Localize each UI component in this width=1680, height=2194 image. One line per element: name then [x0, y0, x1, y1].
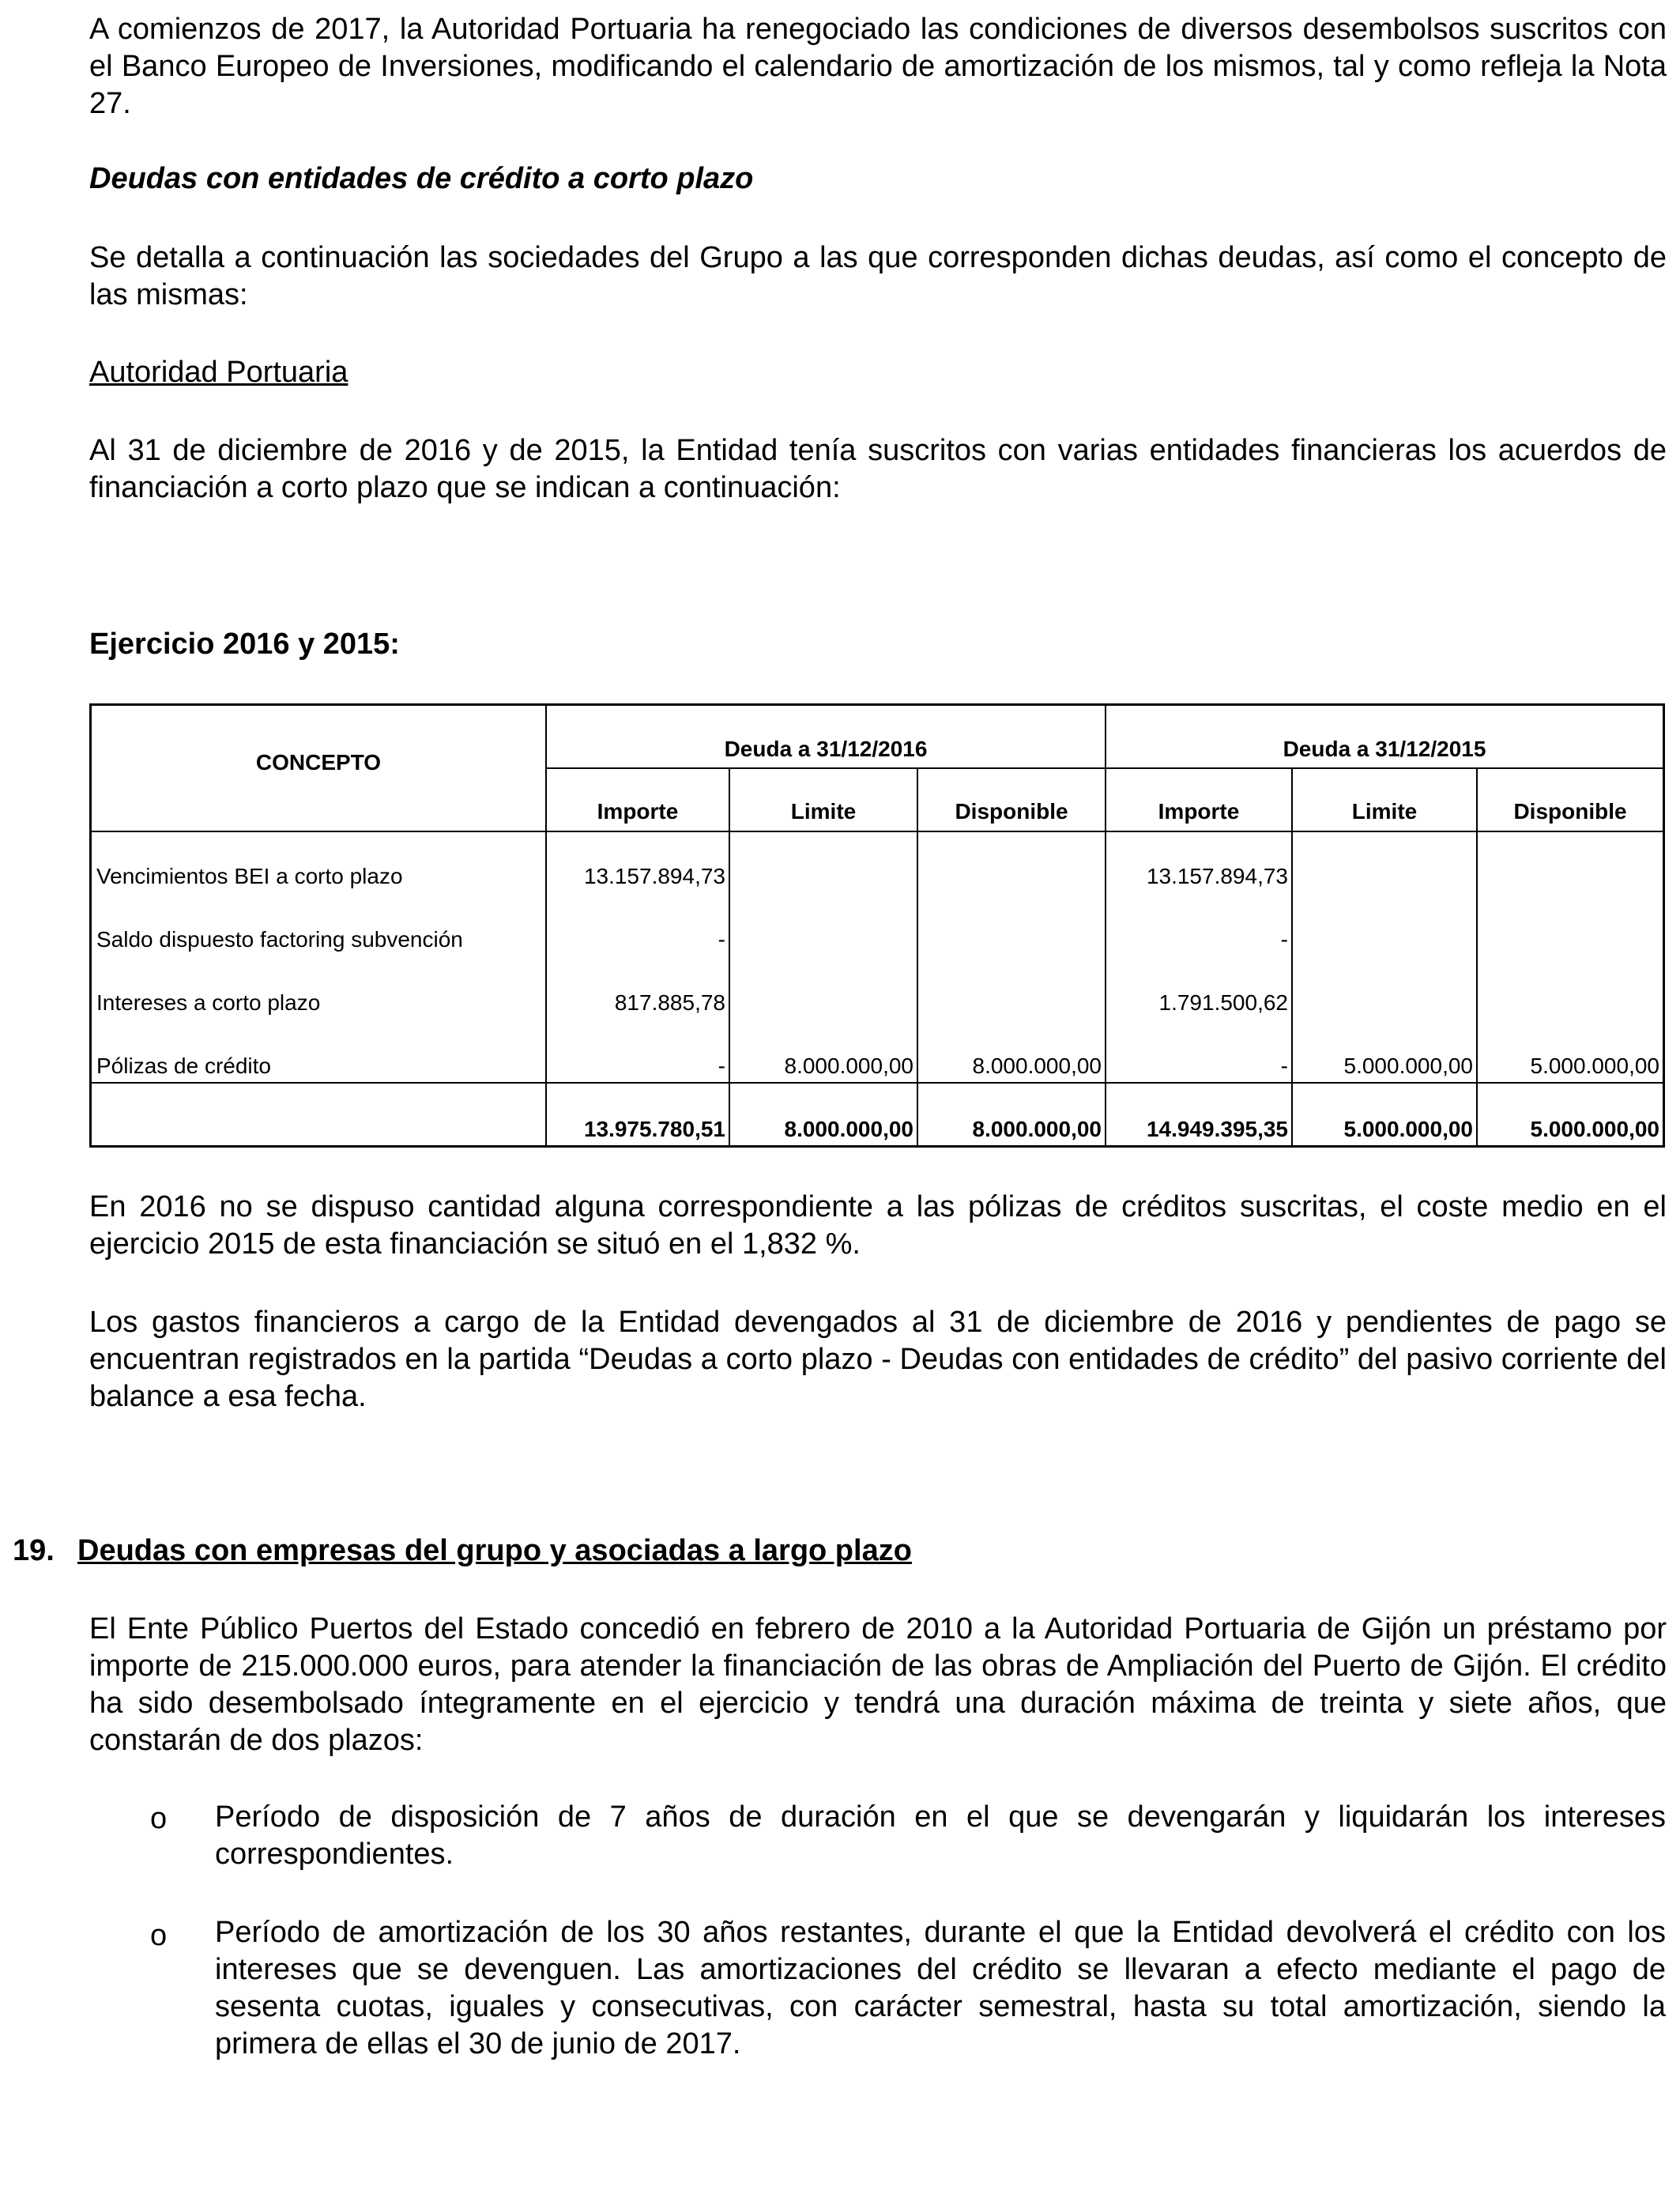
row-concept: Intereses a corto plazo [96, 990, 321, 1015]
group-header-2016: Deuda a 31/12/2016 [724, 737, 928, 761]
note-2016-paragraph: En 2016 no se dispuso cantidad alguna correspondiente a las pólizas de créditos suscritas, el coste medio en el ejercicio 2015 de esta financiación se situó en el 1,832 %. [89, 1190, 1667, 1261]
total-value: 13.975.780,51 [583, 1117, 725, 1141]
row-concept: Vencimientos BEI a corto plazo [96, 864, 403, 888]
row-concept: Saldo dispuesto factoring subvención [96, 927, 463, 952]
row-value: - [718, 927, 725, 952]
row-value: 13.157.894,73 [1146, 864, 1288, 888]
concept-header: CONCEPTO [255, 750, 382, 775]
group-header-2015: Deuda a 31/12/2015 [1283, 737, 1486, 761]
loan-paragraph: El Ente Público Puertos del Estado concedió en febrero de 2010 a la Autoridad Portuaria de Gijón un préstamo por importe de 215.000.000 euros, para atender la financiación de las obras de Ampliación del Puerto de Gijón. El crédito ha sido desembolsado íntegramente en el ejercicio y tendrá una duración máxima de treinta y siete años, que constarán de dos plazos: [89, 1612, 1667, 1757]
bullet-mark: o [150, 1919, 168, 1952]
total-value: 8.000.000,00 [972, 1117, 1102, 1141]
section-number: 19. [13, 1534, 55, 1567]
expenses-paragraph: Los gastos financieros a cargo de la Entidad devengados al 31 de diciembre de 2016 y pendientes de pago se encuentran registrados en la partida “Deudas a corto plazo - Deudas con entidades de crédito” del pasivo corriente del balance a esa fecha. [89, 1306, 1667, 1413]
section-title: Deudas con empresas del grupo y asociadas a largo plazo [77, 1534, 912, 1567]
subheader-disponible-2015: Disponible [1513, 799, 1627, 824]
row-value: 8.000.000,00 [972, 1054, 1102, 1078]
subheader-importe-2016: Importe [597, 799, 679, 824]
subheader-limite-2016: Limite [790, 799, 857, 824]
row-value: 8.000.000,00 [784, 1054, 913, 1078]
total-value: 8.000.000,00 [784, 1117, 913, 1141]
total-value: 5.000.000,00 [1343, 1117, 1473, 1141]
exercise-heading: Ejercicio 2016 y 2015: [89, 628, 400, 661]
total-value: 5.000.000,00 [1530, 1117, 1659, 1141]
row-value: 817.885,78 [614, 990, 725, 1015]
bullet-text: Período de amortización de los 30 años restantes, durante el que la Entidad devolverá el crédito con los intereses que se devenguen. Las amortizaciones del crédito se llevaran a efecto mediante el pago de sesenta cuotas, iguales y consecutivas, con carácter semestral, hasta su total amortización, siendo la primera de ellas el 30 de junio de 2017. [215, 1916, 1666, 2060]
subheader-importe-2015: Importe [1158, 799, 1240, 824]
row-concept: Pólizas de crédito [96, 1054, 272, 1078]
bullet-text: Período de disposición de 7 años de duración en el que se devengarán y liquidarán los intereses correspondientes. [215, 1800, 1666, 1871]
bullet-mark: o [150, 1802, 168, 1835]
row-value: 5.000.000,00 [1343, 1054, 1473, 1078]
row-value: 5.000.000,00 [1530, 1054, 1659, 1078]
section-19-heading [13, 1532, 912, 1570]
detail-paragraph: Se detalla a continuación las sociedades del Grupo a las que corresponden dichas deudas, así como el concepto de las mismas: [89, 241, 1667, 311]
subheading-short-term-debt: Deudas con entidades de crédito a corto plazo [89, 162, 754, 195]
subheader-limite-2015: Limite [1351, 799, 1418, 824]
row-value: - [718, 1054, 725, 1078]
total-value: 14.949.395,35 [1146, 1117, 1288, 1141]
agreements-paragraph: Al 31 de diciembre de 2016 y de 2015, la Entidad tenía suscritos con varias entidades financieras los acuerdos de financiación a corto plazo que se indican a continuación: [89, 434, 1667, 504]
row-value: - [1280, 1054, 1288, 1078]
row-value: - [1280, 927, 1288, 952]
row-value: 13.157.894,73 [583, 864, 725, 888]
row-value: 1.791.500,62 [1158, 990, 1288, 1015]
intro-paragraph: A comienzos de 2017, la Autoridad Portuaria ha renegociado las condiciones de diversos desembolsos suscritos con el Banco Europeo de Inversiones, modificando el calendario de amortización de los mismos, tal y como refleja la Nota 27. [89, 13, 1667, 120]
debt-table [89, 703, 1665, 1148]
subheader-disponible-2016: Disponible [955, 799, 1068, 824]
entity-subtitle: Autoridad Portuaria [89, 356, 348, 389]
